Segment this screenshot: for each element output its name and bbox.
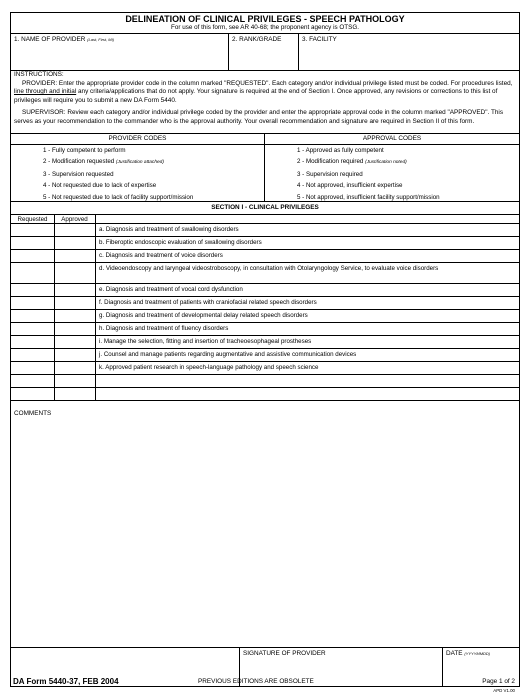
provider-code-text: 5 - Not requested due to lack of facility support/mission (43, 193, 194, 201)
approved-cell[interactable] (54, 284, 96, 296)
privilege-text: i. Manage the selection, fitting and insertion of tracheoesophageal prostheses (99, 338, 312, 345)
approved-cell[interactable] (54, 349, 96, 361)
rank-grade-field[interactable] (228, 34, 298, 70)
approved-cell[interactable] (54, 323, 96, 335)
signature-label: SIGNATURE OF PROVIDER (243, 650, 326, 657)
approval-code-item (265, 156, 519, 168)
supervisor-instructions: SUPERVISOR: Review each category and/or individual privilege coded by the provider and enter the appropriate approval code in the column marked "APPROVED". This serves as your recommendation to the commander who is the approval authority. Your overall recommendation and signature are required in Section II of this form. (14, 108, 504, 125)
privilege-text: a. Diagnosis and treatment of swallowing disorders (99, 226, 239, 233)
table-row (11, 362, 519, 375)
requested-cell[interactable] (11, 336, 55, 348)
approval-code-item (265, 169, 519, 180)
previous-editions-note: PREVIOUS EDITIONS ARE OBSOLETE (198, 678, 314, 685)
approval-code-text: 3 - Supervision required (297, 170, 363, 178)
provider-instructions-underlined: line through and initial (14, 88, 77, 96)
privileges-table-header (11, 215, 519, 224)
approved-cell[interactable] (54, 362, 96, 374)
col-requested-header: Requested (11, 215, 55, 223)
provider-code-item (11, 145, 264, 156)
provider-code-item (11, 156, 264, 168)
approved-cell[interactable] (54, 375, 96, 387)
requested-cell[interactable] (11, 297, 55, 309)
form (10, 12, 520, 687)
requested-cell[interactable] (11, 388, 55, 400)
approved-cell[interactable] (54, 263, 96, 283)
table-row (11, 310, 519, 323)
provider-code-text: 4 - Not requested due to lack of expertise (43, 182, 157, 190)
approval-codes-heading: APPROVAL CODES (265, 134, 519, 145)
approval-code-note: (Justification noted) (365, 160, 407, 166)
approval-code-text: 5 - Not approved, insufficient facility support/mission (297, 193, 440, 201)
comments-field[interactable] (11, 408, 519, 648)
table-row (11, 388, 519, 401)
form-footer (13, 675, 523, 697)
requested-cell[interactable] (11, 362, 55, 374)
privilege-text: e. Diagnosis and treatment of vocal cord dysfunction (99, 286, 243, 293)
approval-code-item (265, 180, 519, 191)
privilege-text: b. Fiberoptic endoscopic evaluation of swallowing disorders (99, 239, 262, 246)
rank-grade-label: 2. RANK/GRADE (232, 36, 282, 43)
provider-name-hint: (Last, First, MI) (87, 37, 115, 42)
requested-cell[interactable] (11, 263, 55, 283)
provider-header-row (11, 33, 519, 71)
form-title: DELINEATION OF CLINICAL PRIVILEGES - SPEECH PATHOLOGY (125, 14, 405, 24)
provider-name-label: 1. NAME OF PROVIDER (14, 36, 86, 43)
date-label: DATE (446, 650, 465, 657)
section1-title: SECTION I - CLINICAL PRIVILEGES (11, 202, 519, 215)
instructions-heading: INSTRUCTIONS: (14, 71, 64, 78)
requested-cell[interactable] (11, 310, 55, 322)
requested-cell[interactable] (11, 375, 55, 387)
provider-code-text: 2 - Modification requested (43, 158, 116, 166)
requested-cell[interactable] (11, 224, 55, 236)
facility-label: 3. FACILITY (302, 36, 337, 43)
approved-cell[interactable] (54, 237, 96, 249)
approval-code-item (265, 145, 519, 156)
table-row (11, 297, 519, 310)
approved-cell[interactable] (54, 336, 96, 348)
form-subtitle: For use of this form, see AR 40-68; the proponent agency is OTSG. (171, 24, 359, 31)
requested-cell[interactable] (11, 349, 55, 361)
privilege-text: j. Counsel and manage patients regarding augmentative and assistive communication devices (99, 351, 357, 358)
facility-field[interactable] (298, 34, 519, 70)
instructions (11, 70, 519, 127)
apd-version: APD V1.00 (493, 688, 515, 693)
table-row (11, 224, 519, 237)
privileges-table (11, 215, 519, 401)
provider-instructions (14, 80, 516, 106)
approval-code-text: 1 - Approved as fully competent (297, 147, 384, 154)
codes-table (11, 133, 519, 202)
privilege-text (96, 375, 519, 378)
table-row (11, 284, 519, 297)
table-row (11, 323, 519, 336)
requested-cell[interactable] (11, 284, 55, 296)
table-row (11, 237, 519, 250)
page-number: Page 1 of 2 (482, 678, 515, 685)
approved-cell[interactable] (54, 250, 96, 262)
provider-name-field[interactable] (11, 34, 228, 70)
provider-code-text: 1 - Fully competent to perform (43, 147, 126, 154)
date-hint: (YYYYMMDD) (464, 651, 491, 656)
table-row (11, 336, 519, 349)
requested-cell[interactable] (11, 250, 55, 262)
requested-cell[interactable] (11, 323, 55, 335)
table-row (11, 349, 519, 362)
provider-instructions-part1: PROVIDER: Enter the appropriate provider code in the column marked "REQUESTED". Each category and/or individual privilege listed must be coded. For procedures listed, (22, 79, 513, 87)
approval-codes (265, 134, 519, 201)
approved-cell[interactable] (54, 310, 96, 322)
table-row (11, 250, 519, 263)
privilege-text: c. Diagnosis and treatment of voice disorders (99, 252, 223, 259)
approved-cell[interactable] (54, 224, 96, 236)
privilege-text: f. Diagnosis and treatment of patients with craniofacial related speech disorders (99, 299, 317, 306)
privilege-text (96, 388, 519, 391)
approval-code-text: 2 - Modification required (297, 158, 366, 166)
provider-code-item (11, 169, 264, 180)
requested-cell[interactable] (11, 237, 55, 249)
privilege-text: k. Approved patient research in speech-language pathology and speech science (99, 364, 319, 371)
approved-cell[interactable] (54, 297, 96, 309)
col-approved-header: Approved (54, 215, 96, 223)
table-row (11, 263, 519, 284)
privilege-text: d. Videoendoscopy and laryngeal videostroboscopy, in consultation with Otolaryngology Service, to evaluate voice disorders (99, 265, 439, 272)
approved-cell[interactable] (54, 388, 96, 400)
provider-codes (11, 134, 265, 201)
provider-code-item (11, 180, 264, 191)
approval-code-text: 4 - Not approved, insufficient expertise (297, 182, 403, 190)
provider-codes-heading: PROVIDER CODES (11, 134, 264, 145)
provider-code-note: (Justification attached) (115, 160, 164, 166)
provider-code-text: 3 - Supervision requested (43, 170, 114, 178)
privilege-text: g. Diagnosis and treatment of developmental delay related speech disorders (99, 312, 308, 319)
privilege-text: h. Diagnosis and treatment of fluency disorders (99, 325, 229, 332)
table-row (11, 375, 519, 388)
comments-label: COMMENTS (14, 410, 52, 417)
provider-instructions-part2: any criteria/applications that do not apply. Your signature is required at the end of Section I. Once approved, any revisions or corrections to this list of privileges will require you to submit a new DA Form 5440. (14, 88, 498, 105)
form-number: DA Form 5440-37, FEB 2004 (13, 677, 119, 686)
